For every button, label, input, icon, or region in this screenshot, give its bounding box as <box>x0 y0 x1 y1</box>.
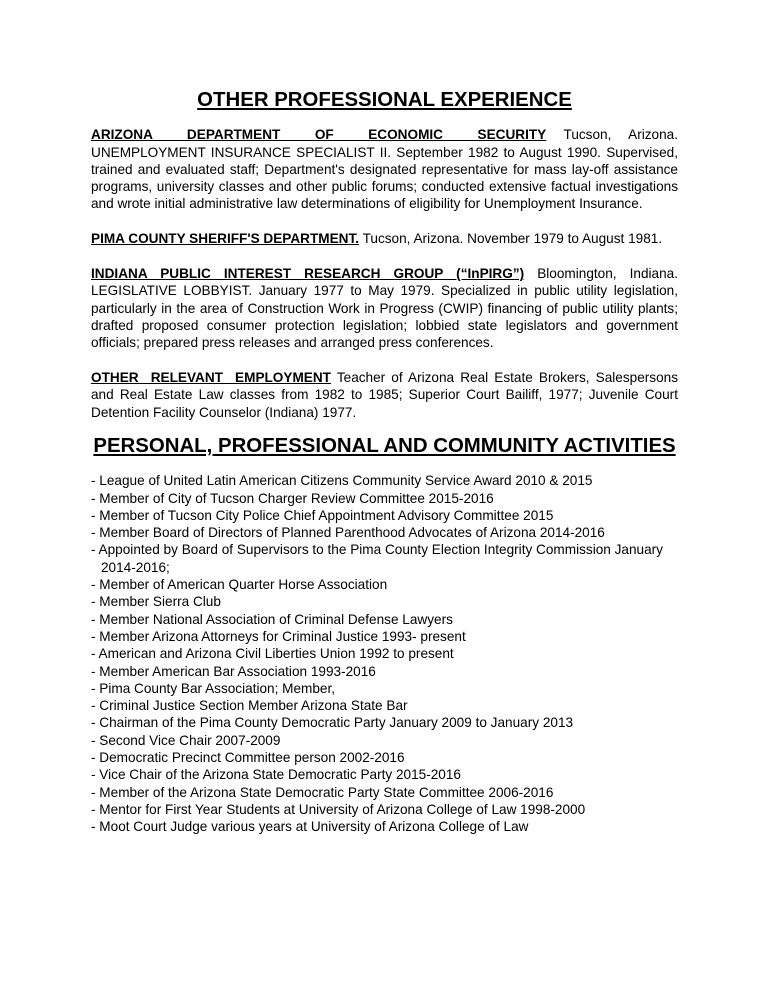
experience-entry <box>91 230 678 247</box>
activities-heading: PERSONAL, PROFESSIONAL AND COMMUNITY ACTIVITIES <box>93 434 676 457</box>
activity-item: - Member of the Arizona State Democratic Party State Committee 2006-2016 <box>91 784 554 800</box>
activity-item: - Member of City of Tucson Charger Review Committee 2015-2016 <box>91 490 494 506</box>
entry-text: Teacher of Arizona Real Estate Brokers, Salespersons and Real Estate Law classes from 1982 to 1985; Superior Court Bailiff, 1977; Juvenile Court Detention Facility Counselor (Indiana) 1977. <box>91 370 679 420</box>
entry-organization: ARIZONA DEPARTMENT OF ECONOMIC SECURITY <box>91 127 547 143</box>
activity-item: - Democratic Precinct Committee person 2002-2016 <box>91 750 405 765</box>
activity-item: - Chairman of the Pima County Democratic Party January 2009 to January 2013 <box>91 715 574 731</box>
activity-item: - Member American Bar Association 1993-2016 <box>91 663 376 679</box>
experience-entry <box>91 265 678 351</box>
entry-organization: OTHER RELEVANT EMPLOYMENT <box>91 370 331 386</box>
experience-entry <box>91 369 678 421</box>
activity-item: - American and Arizona Civil Liberties Union 1992 to present <box>91 646 454 662</box>
activity-item: - Appointed by Board of Supervisors to the Pima County Election Integrity Commission January 2014-2016; <box>91 542 663 575</box>
entry-organization: PIMA COUNTY SHERIFF'S DEPARTMENT. <box>91 231 360 247</box>
activity-item: - Criminal Justice Section Member Arizona State Bar <box>91 698 408 714</box>
resume-page <box>91 89 679 835</box>
activity-item: - Mentor for First Year Students at University of Arizona College of Law 1998-2000 <box>91 801 586 817</box>
entry-organization: INDIANA PUBLIC INTEREST RESEARCH GROUP (“InPIRG”) <box>91 266 525 282</box>
activities-list <box>91 472 678 835</box>
activity-item: - Member National Association of Criminal Defense Lawyers <box>91 611 453 627</box>
activity-item: - Member of American Quarter Horse Association <box>91 577 388 593</box>
activity-item: - Member of Tucson City Police Chief Appointment Advisory Committee 2015 <box>91 507 554 523</box>
activity-item: - Member Arizona Attorneys for Criminal Justice 1993- present <box>91 628 466 644</box>
activity-item: - Pima County Bar Association; Member, <box>91 680 336 696</box>
entry-text: Tucson, Arizona. UNEMPLOYMENT INSURANCE SPECIALIST II. September 1982 to August 1990. Supervised, trained and evaluated staff; Department's designated representative for mass lay-off assistance programs, university classes and other public forums; conducted extensive factual investigations and wrote initial administrative law determinations of eligibility for Unemployment Insurance. <box>91 127 678 212</box>
experience-heading: OTHER PROFESSIONAL EXPERIENCE <box>197 89 572 111</box>
entry-text: Bloomington, Indiana. LEGISLATIVE LOBBYIST. January 1977 to May 1979. Specialized in public utility legislation, particularly in the area of Construction Work in Progress (CWIP) financing of public utility plants; drafted proposed consumer protection legislation; lobbied state legislators and government officials; prepared press releases and arranged press conferences. <box>91 266 678 351</box>
entry-text: Tucson, Arizona. November 1979 to August 1981. <box>359 231 663 247</box>
experience-entry <box>91 126 678 212</box>
activity-item: - Moot Court Judge various years at University of Arizona College of Law <box>91 819 529 835</box>
activity-item: - League of United Latin American Citizens Community Service Award 2010 & 2015 <box>91 473 593 489</box>
activity-item: - Vice Chair of the Arizona State Democratic Party 2015-2016 <box>91 767 461 783</box>
activity-item: - Member Sierra Club <box>91 594 221 610</box>
activity-item: - Member Board of Directors of Planned Parenthood Advocates of Arizona 2014-2016 <box>91 525 605 541</box>
activity-item: - Second Vice Chair 2007-2009 <box>91 732 281 748</box>
